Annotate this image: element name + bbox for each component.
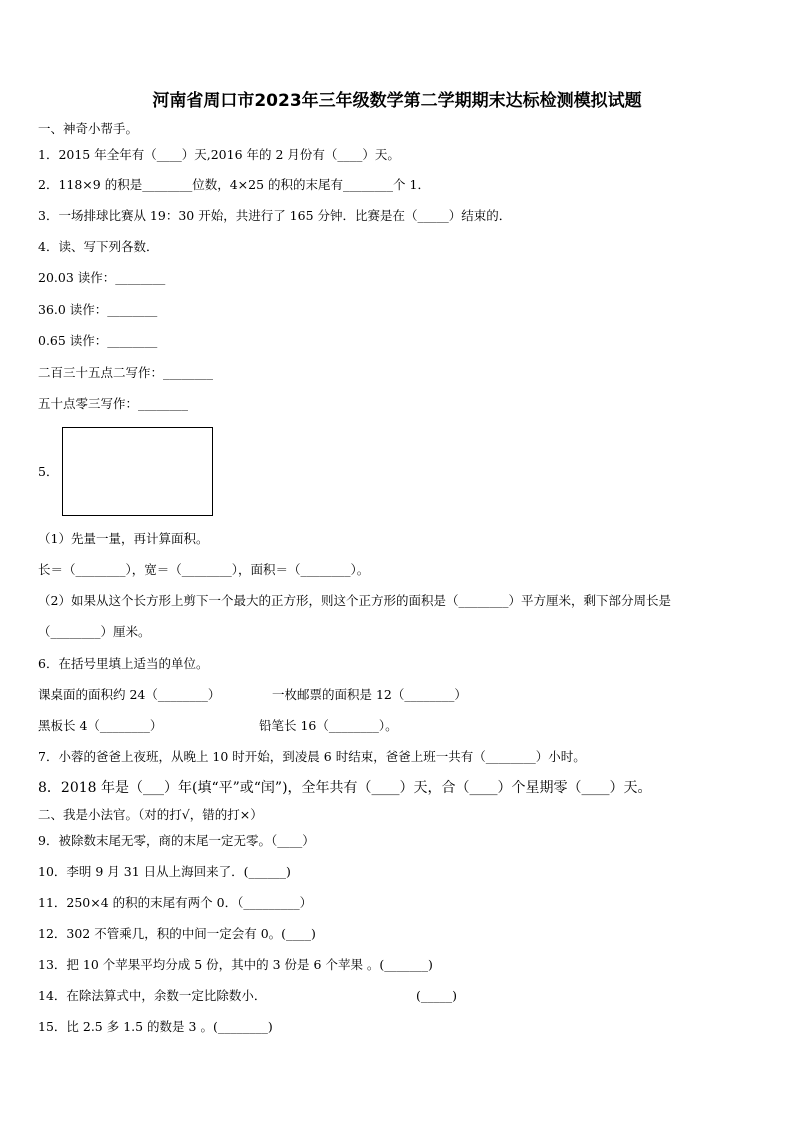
question-14: 14．在除法算式中，余数一定比除数小．: [38, 988, 267, 1003]
question-6-item-a: 课桌面的面积约 24（________）: [38, 687, 221, 702]
question-4: 4．读、写下列各数．: [38, 239, 159, 254]
question-2: 2．118×9 的积是________位数，4×25 的积的末尾有________个 1．: [38, 177, 430, 192]
question-4-item-a: 20.03 读作：________: [38, 270, 166, 285]
question-4-item-d: 二百三十五点二写作：________: [38, 365, 214, 380]
question-4-item-c: 0.65 读作：________: [38, 333, 158, 348]
question-8: 8．2018 年是（___）年(填“平”或“闰”)，全年共有（____）天，合（____）个星期零（____）天。: [38, 780, 652, 796]
page-title: 河南省周口市2023年三年级数学第二学期期末达标检测模拟试题: [152, 91, 642, 111]
question-6-item-c: 黑板长 4（________）: [38, 718, 163, 733]
question-15: 15．比 2.5 多 1.5 的数是 3 。(________): [38, 1019, 273, 1034]
question-14-answer: (_____): [416, 988, 458, 1003]
question-6-item-b: 一枚邮票的面积是 12（________）: [272, 687, 467, 702]
question-1: 1．2015 年全年有（____）天,2016 年的 2 月份有（____）天。: [38, 147, 400, 162]
question-12: 12．302 不管乘几，积的中间一定会有 0。(____): [38, 926, 316, 941]
question-4-item-e: 五十点零三写作：________: [38, 396, 189, 411]
question-5-part-1-answer: 长＝（________），宽＝（________），面积＝（________）。: [38, 562, 370, 577]
question-6-item-d: 铅笔长 16（________）。: [259, 718, 398, 733]
question-5-part-2-cont: （________）厘米。: [38, 624, 151, 639]
question-6: 6．在括号里填上适当的单位。: [38, 656, 209, 671]
question-7: 7．小蓉的爸爸上夜班，从晚上 10 时开始，到凌晨 6 时结束，爸爸上班一共有（________）小时。: [38, 749, 586, 764]
question-5-part-2: （2）如果从这个长方形上剪下一个最大的正方形，则这个正方形的面积是（________）平方厘米，剩下部分周长是: [38, 593, 671, 608]
question-5: 5．: [38, 464, 59, 479]
question-10: 10．李明 9 月 31 日从上海回来了．(______): [38, 864, 291, 879]
question-9: 9．被除数末尾无零，商的末尾一定无零。（____）: [38, 833, 315, 848]
question-11: 11．250×4 的积的末尾有两个 0．（_________）: [38, 895, 313, 910]
section-heading-2: 二、我是小法官。（对的打√，错的打×）: [38, 807, 263, 822]
rectangle-figure: [62, 427, 213, 516]
question-3: 3．一场排球比赛从 19：30 开始，共进行了 165 分钟．比赛是在（_____）结束的．: [38, 208, 512, 223]
section-heading-1: 一、神奇小帮手。: [38, 121, 139, 136]
question-13: 13．把 10 个苹果平均分成 5 份，其中的 3 份是 6 个苹果 。(_______): [38, 957, 433, 972]
question-5-part-1: （1）先量一量，再计算面积。: [38, 531, 209, 546]
question-4-item-b: 36.0 读作：________: [38, 302, 158, 317]
